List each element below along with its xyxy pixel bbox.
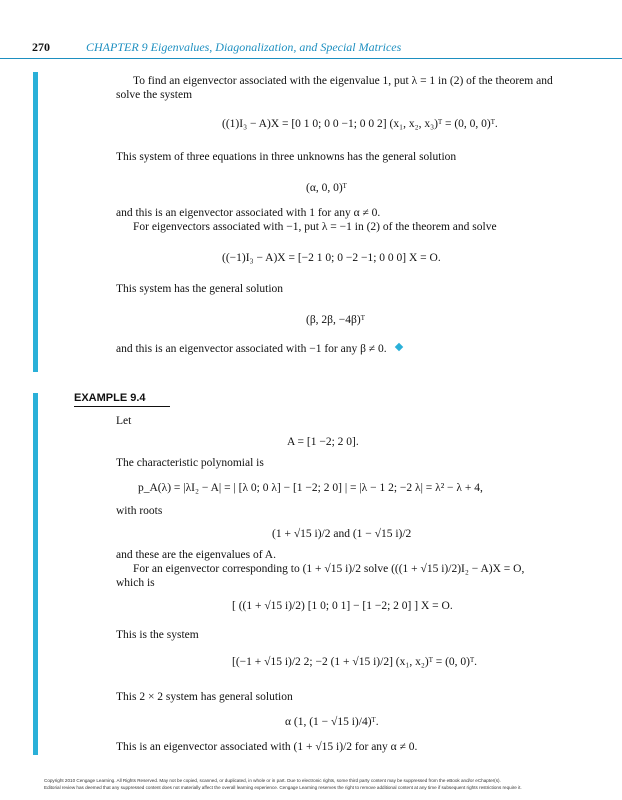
example-side-bar — [33, 393, 38, 755]
equation-solution-alpha: (α, 0, 0)ᵀ — [306, 182, 347, 194]
header-rule — [0, 58, 622, 59]
copyright-line-1: Copyright 2010 Cengage Learning. All Rights Reserved. May not be copied, scanned, or duplicated, in whole or in part. Due to electronic rights, some third party content may be suppressed from the eBook and/or eChapter(s). — [44, 778, 501, 783]
equation-general-solution: α (1, (1 − √15 i)/4)ᵀ. — [285, 716, 379, 728]
paragraph-characteristic: The characteristic polynomial is — [116, 457, 264, 469]
equation-system-1: ((1)I₃ − A)X = [0 1 0; 0 0 −1; 0 0 2] (x₁, x₂, x₃)ᵀ = (0, 0, 0)ᵀ. — [222, 118, 498, 130]
end-of-example-icon — [395, 343, 403, 351]
equation-2x2-system: [(−1 + √15 i)/2 2; −2 (1 + √15 i)/2] (x₁, x₂)ᵀ = (0, 0)ᵀ. — [232, 656, 478, 668]
paragraph-eigenvalue-minus-1: For eigenvectors associated with −1, put λ = −1 in (2) of the theorem and solve — [133, 221, 497, 233]
equation-characteristic-polynomial: p_A(λ) = |λI₂ − A| = | [λ 0; 0 λ] − [1 −2; 2 0] | = |λ − 1 2; −2 λ| = λ² − λ + 4, — [138, 482, 483, 494]
paragraph-for-eigenvector: For an eigenvector corresponding to (1 + √15 i)/2 solve (((1 + √15 i)/2)I₂ − A)X = O, — [133, 563, 525, 575]
paragraph-final-eigenvector: This is an eigenvector associated with (1 + √15 i)/2 for any α ≠ 0. — [116, 741, 418, 753]
paragraph-let: Let — [116, 415, 132, 427]
paragraph-eigenvector-1: and this is an eigenvector associated with 1 for any α ≠ 0. — [116, 207, 381, 219]
equation-solution-beta: (β, 2β, −4β)ᵀ — [306, 314, 365, 326]
equation-matrix-a: A = [1 −2; 2 0]. — [287, 436, 359, 448]
paragraph-solve-system: solve the system — [116, 89, 193, 101]
paragraph-roots: with roots — [116, 505, 163, 517]
equation-which-is: [ ((1 + √15 i)/2) [1 0; 0 1] − [1 −2; 2 0] ] X = O. — [232, 600, 453, 612]
equation-system-2: ((−1)I₃ − A)X = [−2 1 0; 0 −2 −1; 0 0 0] X = O. — [222, 252, 441, 264]
example-title: EXAMPLE 9.4 — [74, 392, 146, 404]
paragraph-eigenvector-minus-1: and this is an eigenvector associated with −1 for any β ≠ 0. — [116, 343, 387, 355]
paragraph-general-solution: This system of three equations in three unknowns has the general solution — [116, 151, 457, 163]
copyright-line-2: Editorial review has deemed that any suppressed content does not materially affect the overall learning experience. Cengage Learning reserves the right to remove additional content at any time if subsequent rights restrictions require it. — [44, 785, 522, 790]
paragraph-eigenvalues: and these are the eigenvalues of A. — [116, 549, 276, 561]
paragraph-which-is: which is — [116, 577, 155, 589]
paragraph-eigenvalue-1: To find an eigenvector associated with the eigenvalue 1, put λ = 1 in (2) of the theorem and — [133, 75, 553, 87]
page-number: 270 — [32, 40, 50, 54]
paragraph-general-solution-2: This system has the general solution — [116, 283, 284, 295]
paragraph-2x2-solution: This 2 × 2 system has general solution — [116, 691, 293, 703]
equation-roots: (1 + √15 i)/2 and (1 − √15 i)/2 — [272, 528, 412, 540]
example-title-underline — [74, 406, 170, 407]
paragraph-this-system: This is the system — [116, 629, 199, 641]
running-head: CHAPTER 9 Eigenvalues, Diagonalization, and Special Matrices — [86, 40, 402, 54]
page-header — [0, 36, 622, 62]
section-side-bar — [33, 72, 38, 372]
